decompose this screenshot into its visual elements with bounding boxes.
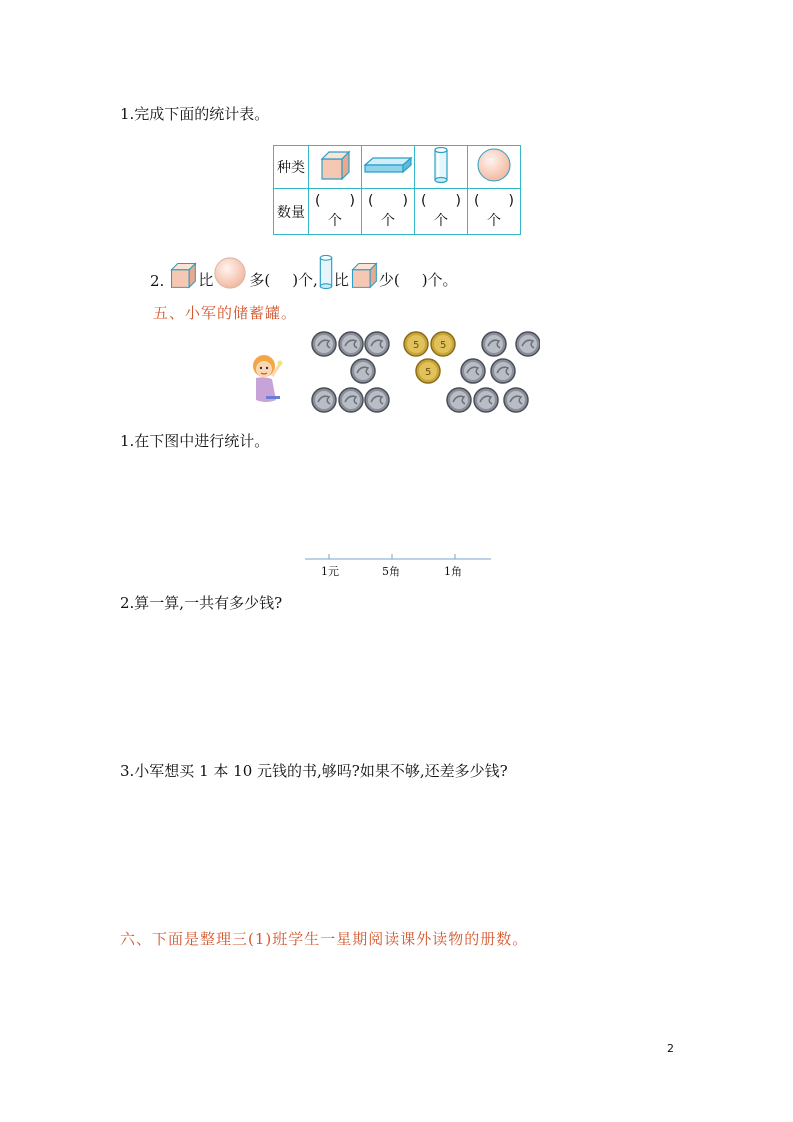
page-number: 2 [667, 1042, 674, 1055]
silver-coin-icon [474, 388, 498, 412]
cuboid-icon [363, 155, 413, 175]
question-1-title: 1.完成下面的统计表。 [120, 105, 270, 123]
section-6-title: 六、下面是整理三(1)班学生一星期阅读课外读物的册数。 [120, 930, 529, 948]
five-jiao-coin-icon [416, 359, 440, 383]
axis-tick-5-jiao: 5角 [382, 565, 400, 578]
svg-text:5: 5 [425, 367, 432, 378]
section-5-title: 五、小军的储蓄罐。 [153, 304, 298, 322]
five-jiao-coin-icon [431, 332, 455, 356]
sphere-cell [468, 146, 521, 189]
cube-cell [309, 146, 362, 189]
silver-coin-icon [312, 332, 336, 356]
cube-icon [349, 260, 379, 290]
silver-coin-icon [339, 388, 363, 412]
silver-coin-icon [516, 332, 540, 356]
comparison-question: 2. 比 多( )个, 比 少( )个。 [150, 254, 458, 290]
axis-tick-1-yuan: 1元 [321, 565, 339, 578]
coins-area [300, 325, 540, 420]
silver-coin-icon [482, 332, 506, 356]
boy-illustration [248, 352, 284, 410]
cube-icon [168, 260, 198, 290]
question-stat-title: 1.在下图中进行统计。 [120, 432, 270, 450]
silver-coin-icon [461, 359, 485, 383]
silver-coin-icon [351, 359, 375, 383]
silver-coin-icon [312, 388, 336, 412]
sphere-icon [476, 147, 512, 183]
sphere-icon [213, 256, 247, 290]
statistics-table [273, 145, 521, 235]
count-cell-cuboid: ( ) 个 [362, 189, 415, 235]
svg-text:5: 5 [413, 340, 420, 351]
axis-tick-1-jiao: 1角 [444, 565, 462, 578]
silver-coin-icon [339, 332, 363, 356]
count-cell-cube: ( ) 个 [309, 189, 362, 235]
cuboid-cell [362, 146, 415, 189]
tally-axis [305, 552, 491, 578]
silver-coin-icon [365, 332, 389, 356]
cylinder-icon [433, 146, 449, 184]
row-header-count: 数量 [274, 189, 309, 235]
svg-text:5: 5 [440, 340, 447, 351]
silver-coin-icon [491, 359, 515, 383]
question-book-title: 3.小军想买 1 本 10 元钱的书,够吗?如果不够,还差多少钱? [120, 762, 508, 780]
count-cell-sphere: ( ) 个 [468, 189, 521, 235]
question-sum-title: 2.算一算,一共有多少钱? [120, 594, 283, 612]
count-cell-cylinder: ( ) 个 [415, 189, 468, 235]
cube-icon [318, 149, 352, 181]
five-jiao-coin-icon [404, 332, 428, 356]
cylinder-cell [415, 146, 468, 189]
silver-coin-icon [447, 388, 471, 412]
silver-coin-icon [504, 388, 528, 412]
silver-coin-icon [365, 388, 389, 412]
cylinder-icon [318, 254, 334, 290]
row-header-type: 种类 [274, 146, 309, 189]
